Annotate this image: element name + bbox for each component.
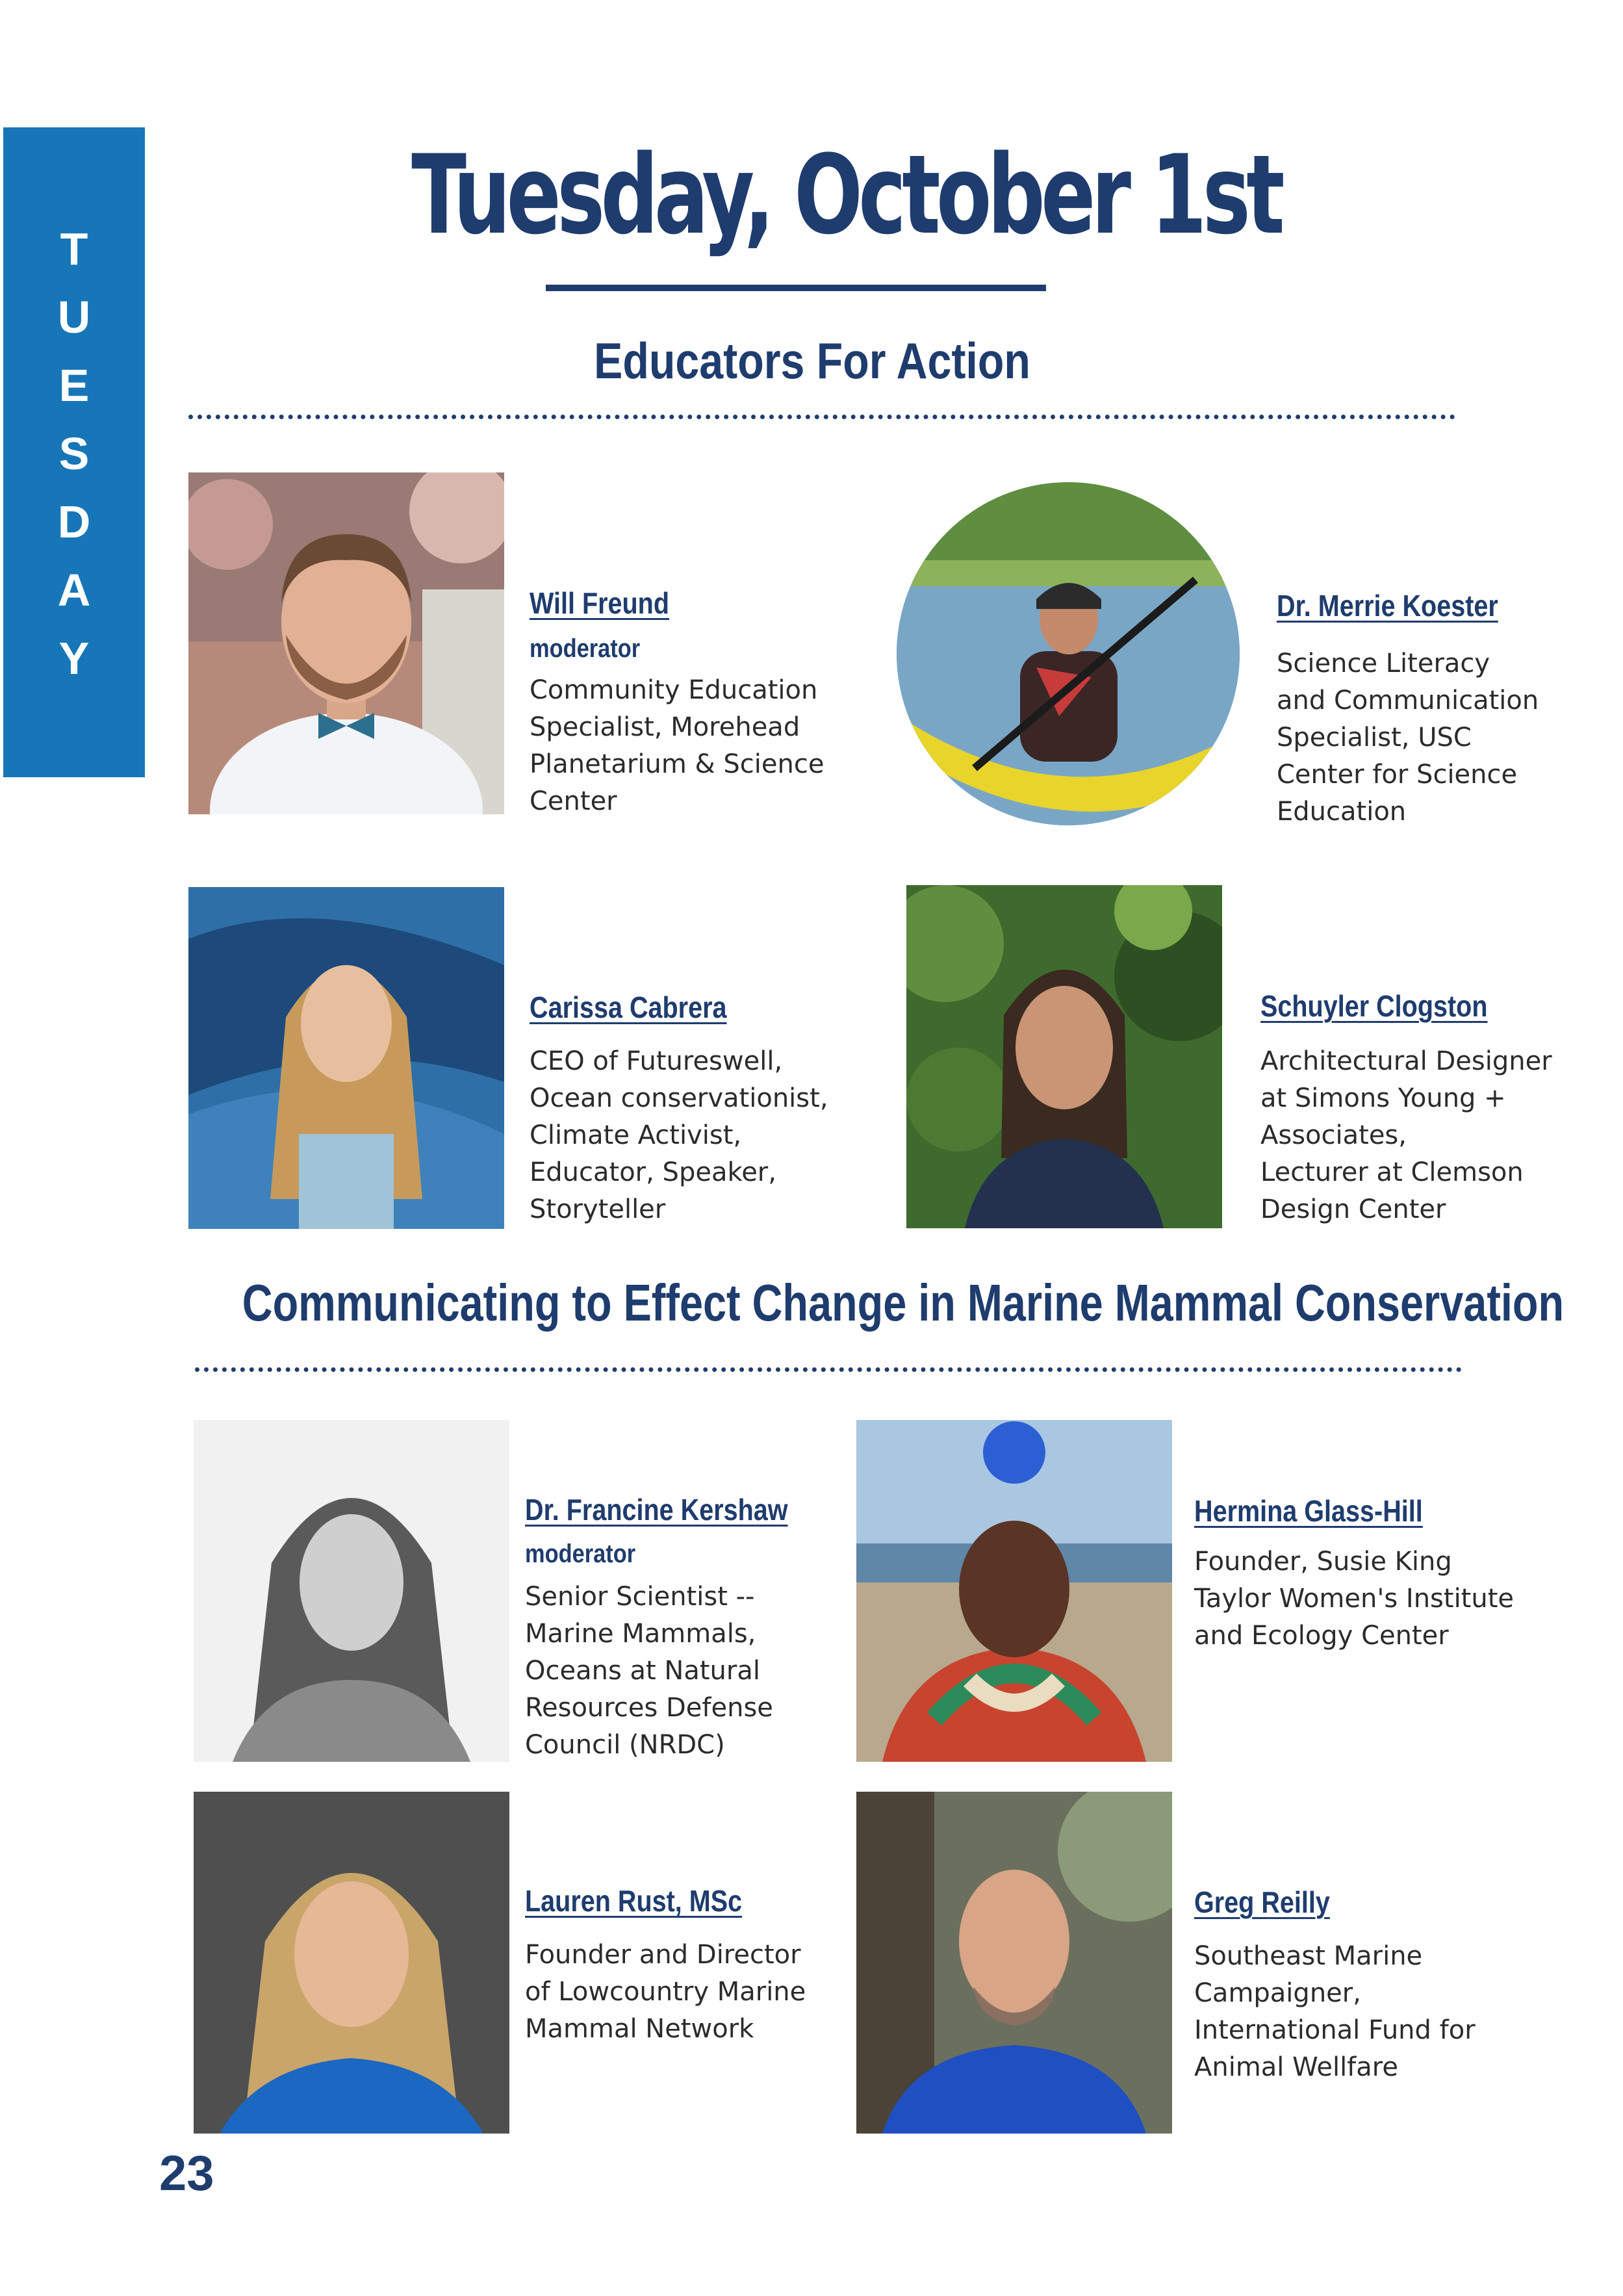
speaker-photo-hermina-glass-hill [856,1420,1172,1762]
speaker-photo-greg-reilly [856,1792,1172,2134]
page-title: Tuesday, October 1st [411,131,1281,259]
speaker-name[interactable]: Will Freund [530,586,670,620]
speaker-role: moderator [530,634,641,663]
page-number: 23 [159,2146,214,2201]
speaker-description: Architectural Designer at Simons Young + Associates, Lecturer at Clemson Design Center [1260,1046,1552,1224]
side-tab-letter: U [57,292,91,342]
speaker-description: Science Literacy and Communication Specialist, USC Center for Science Education [1277,649,1539,827]
side-tab-letter: D [57,497,91,547]
speaker-description: CEO of Futureswell, Ocean conservationist, Climate Activist, Educator, Speaker, Storyteller [530,1046,828,1224]
dotted-divider [195,1367,1462,1372]
title-divider [546,285,1046,291]
speaker-description: Founder and Director of Lowcountry Marine Mammal Network [525,1940,806,2044]
speaker-photo-will-freund [188,472,504,814]
speaker-name[interactable]: Lauren Rust, MSc [525,1884,743,1918]
speaker-role: moderator [525,1540,636,1568]
speaker-description: Community Education Specialist, Morehead Planetarium & Science Center [530,675,824,816]
speaker-name[interactable]: Carissa Cabrera [530,990,727,1024]
section-title-marine-mammal: Communicating to Effect Change in Marine Mammal Conservation [242,1274,1565,1332]
speaker-photo-merrie-koester [897,482,1240,825]
speaker-photo-lauren-rust [194,1792,509,2134]
side-tab-letter: Y [58,633,90,684]
speaker-name[interactable]: Dr. Merrie Koester [1277,589,1498,623]
dotted-divider [188,415,1455,419]
speaker-description: Senior Scientist -- Marine Mammals, Oceans at Natural Resources Defense Council (NRDC) [525,1582,773,1760]
speaker-name[interactable]: Hermina Glass-Hill [1194,1494,1423,1528]
side-tab-letter: T [60,224,88,274]
speaker-description: Founder, Susie King Taylor Women's Institute and Ecology Center [1194,1547,1514,1651]
section-title-educators: Educators For Action [594,332,1030,389]
speaker-photo-francine-kershaw [194,1420,509,1762]
speaker-name[interactable]: Dr. Francine Kershaw [525,1493,788,1527]
side-day-tab [3,127,145,777]
speaker-name[interactable]: Schuyler Clogston [1260,989,1488,1023]
speaker-name[interactable]: Greg Reilly [1194,1885,1330,1919]
side-tab-letter: A [57,565,91,615]
side-tab-letter: S [58,428,90,479]
side-tab-letter: E [58,360,90,411]
speaker-description: Southeast Marine Campaigner, International Fund for Animal Wellfare [1194,1941,1476,2082]
speaker-photo-carissa-cabrera [188,887,504,1229]
speaker-photo-schuyler-clogston [906,885,1222,1228]
